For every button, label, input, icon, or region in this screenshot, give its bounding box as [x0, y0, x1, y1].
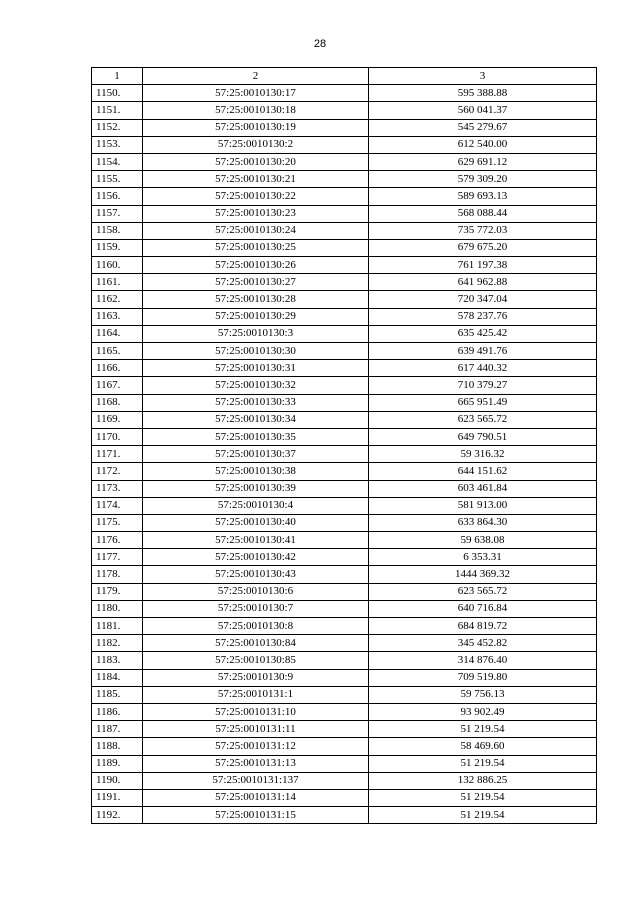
row-number: 1160. — [92, 257, 143, 274]
cadastral-value: 132 886.25 — [369, 772, 597, 789]
cadastral-value: 709 519.80 — [369, 669, 597, 686]
row-number: 1163. — [92, 308, 143, 325]
cadastral-value: 314 876.40 — [369, 652, 597, 669]
cadastral-number: 57:25:0010130:25 — [143, 239, 369, 256]
row-number: 1168. — [92, 394, 143, 411]
table-row — [92, 669, 597, 686]
cadastral-value: 59 316.32 — [369, 446, 597, 463]
table-row — [92, 153, 597, 170]
row-number: 1157. — [92, 205, 143, 222]
cadastral-value: 345 452.82 — [369, 635, 597, 652]
cadastral-value: 639 491.76 — [369, 343, 597, 360]
cadastral-number: 57:25:0010131:13 — [143, 755, 369, 772]
row-number: 1190. — [92, 772, 143, 789]
cadastral-number: 57:25:0010130:41 — [143, 532, 369, 549]
cadastral-number: 57:25:0010130:3 — [143, 325, 369, 342]
cadastral-value: 58 469.60 — [369, 738, 597, 755]
row-number: 1166. — [92, 360, 143, 377]
row-number: 1188. — [92, 738, 143, 755]
row-number: 1189. — [92, 755, 143, 772]
row-number: 1161. — [92, 274, 143, 291]
cadastral-number: 57:25:0010131:10 — [143, 703, 369, 720]
cadastral-number: 57:25:0010130:43 — [143, 566, 369, 583]
cadastral-number: 57:25:0010131:137 — [143, 772, 369, 789]
row-number: 1169. — [92, 411, 143, 428]
cadastral-value: 635 425.42 — [369, 325, 597, 342]
row-number: 1185. — [92, 686, 143, 703]
table-row — [92, 583, 597, 600]
cadastral-number: 57:25:0010130:8 — [143, 618, 369, 635]
cadastral-value: 578 237.76 — [369, 308, 597, 325]
table-row — [92, 532, 597, 549]
cadastral-table — [91, 67, 597, 824]
table-row — [92, 85, 597, 102]
row-number: 1164. — [92, 325, 143, 342]
table-row — [92, 360, 597, 377]
cadastral-value: 545 279.67 — [369, 119, 597, 136]
row-number: 1167. — [92, 377, 143, 394]
table-row — [92, 291, 597, 308]
table-row — [92, 205, 597, 222]
cadastral-value: 629 691.12 — [369, 153, 597, 170]
cadastral-value: 617 440.32 — [369, 360, 597, 377]
row-number: 1179. — [92, 583, 143, 600]
table-row — [92, 618, 597, 635]
table-row — [92, 343, 597, 360]
row-number: 1173. — [92, 480, 143, 497]
cadastral-number: 57:25:0010130:39 — [143, 480, 369, 497]
table-row — [92, 686, 597, 703]
cadastral-number: 57:25:0010130:37 — [143, 446, 369, 463]
table-row — [92, 119, 597, 136]
table-row — [92, 222, 597, 239]
row-number: 1153. — [92, 136, 143, 153]
row-number: 1186. — [92, 703, 143, 720]
table-row — [92, 136, 597, 153]
cadastral-value: 589 693.13 — [369, 188, 597, 205]
cadastral-number: 57:25:0010130:20 — [143, 153, 369, 170]
cadastral-number: 57:25:0010130:17 — [143, 85, 369, 102]
table-row — [92, 325, 597, 342]
row-number: 1165. — [92, 343, 143, 360]
row-number: 1176. — [92, 532, 143, 549]
cadastral-value: 644 151.62 — [369, 463, 597, 480]
table-row — [92, 171, 597, 188]
cadastral-number: 57:25:0010130:30 — [143, 343, 369, 360]
row-number: 1182. — [92, 635, 143, 652]
table-row — [92, 411, 597, 428]
row-number: 1192. — [92, 807, 143, 824]
cadastral-number: 57:25:0010131:1 — [143, 686, 369, 703]
table-body — [92, 85, 597, 824]
row-number: 1191. — [92, 789, 143, 806]
cadastral-number: 57:25:0010130:9 — [143, 669, 369, 686]
table-row — [92, 428, 597, 445]
cadastral-value: 93 902.49 — [369, 703, 597, 720]
cadastral-value: 579 309.20 — [369, 171, 597, 188]
cadastral-number: 57:25:0010130:34 — [143, 411, 369, 428]
table-row — [92, 549, 597, 566]
cadastral-value: 633 864.30 — [369, 514, 597, 531]
cadastral-value: 720 347.04 — [369, 291, 597, 308]
cadastral-number: 57:25:0010130:24 — [143, 222, 369, 239]
row-number: 1183. — [92, 652, 143, 669]
table-row — [92, 394, 597, 411]
row-number: 1159. — [92, 239, 143, 256]
cadastral-value: 603 461.84 — [369, 480, 597, 497]
cadastral-value: 51 219.54 — [369, 755, 597, 772]
cadastral-value: 679 675.20 — [369, 239, 597, 256]
cadastral-value: 665 951.49 — [369, 394, 597, 411]
cadastral-value: 51 219.54 — [369, 789, 597, 806]
cadastral-number: 57:25:0010130:33 — [143, 394, 369, 411]
table-row — [92, 566, 597, 583]
cadastral-value: 51 219.54 — [369, 807, 597, 824]
cadastral-number: 57:25:0010130:28 — [143, 291, 369, 308]
cadastral-value: 6 353.31 — [369, 549, 597, 566]
cadastral-number: 57:25:0010130:38 — [143, 463, 369, 480]
table-row — [92, 721, 597, 738]
table-row — [92, 274, 597, 291]
table-row — [92, 188, 597, 205]
row-number: 1178. — [92, 566, 143, 583]
row-number: 1155. — [92, 171, 143, 188]
table-row — [92, 807, 597, 824]
table-row — [92, 755, 597, 772]
row-number: 1184. — [92, 669, 143, 686]
cadastral-number: 57:25:0010130:40 — [143, 514, 369, 531]
table-row — [92, 102, 597, 119]
cadastral-number: 57:25:0010130:85 — [143, 652, 369, 669]
row-number: 1162. — [92, 291, 143, 308]
table-row — [92, 480, 597, 497]
table-row — [92, 239, 597, 256]
row-number: 1174. — [92, 497, 143, 514]
table-row — [92, 463, 597, 480]
table-row — [92, 789, 597, 806]
page-number: 28 — [313, 38, 327, 50]
cadastral-value: 649 790.51 — [369, 428, 597, 445]
cadastral-value: 59 638.08 — [369, 532, 597, 549]
row-number: 1171. — [92, 446, 143, 463]
row-number: 1170. — [92, 428, 143, 445]
cadastral-number: 57:25:0010131:12 — [143, 738, 369, 755]
cadastral-number: 57:25:0010131:14 — [143, 789, 369, 806]
cadastral-number: 57:25:0010130:29 — [143, 308, 369, 325]
cadastral-number: 57:25:0010130:2 — [143, 136, 369, 153]
table-row — [92, 377, 597, 394]
cadastral-value: 735 772.03 — [369, 222, 597, 239]
row-number: 1177. — [92, 549, 143, 566]
table-header-row — [92, 68, 597, 85]
table-row — [92, 257, 597, 274]
table-row — [92, 635, 597, 652]
table-row — [92, 446, 597, 463]
cadastral-value: 1444 369.32 — [369, 566, 597, 583]
cadastral-value: 581 913.00 — [369, 497, 597, 514]
cadastral-value: 641 962.88 — [369, 274, 597, 291]
table-row — [92, 652, 597, 669]
table-row — [92, 308, 597, 325]
cadastral-value: 612 540.00 — [369, 136, 597, 153]
row-number: 1181. — [92, 618, 143, 635]
cadastral-number: 57:25:0010130:35 — [143, 428, 369, 445]
cadastral-value: 761 197.38 — [369, 257, 597, 274]
cadastral-number: 57:25:0010130:18 — [143, 102, 369, 119]
cadastral-value: 568 088.44 — [369, 205, 597, 222]
table-row — [92, 600, 597, 617]
cadastral-number: 57:25:0010130:84 — [143, 635, 369, 652]
cadastral-number: 57:25:0010130:31 — [143, 360, 369, 377]
row-number: 1180. — [92, 600, 143, 617]
column-header-1: 1 — [92, 68, 143, 85]
table-row — [92, 772, 597, 789]
row-number: 1175. — [92, 514, 143, 531]
row-number: 1151. — [92, 102, 143, 119]
cadastral-value: 560 041.37 — [369, 102, 597, 119]
cadastral-value: 51 219.54 — [369, 721, 597, 738]
table-row — [92, 514, 597, 531]
cadastral-number: 57:25:0010130:42 — [143, 549, 369, 566]
table-row — [92, 497, 597, 514]
cadastral-number: 57:25:0010130:6 — [143, 583, 369, 600]
column-header-2: 2 — [143, 68, 369, 85]
row-number: 1154. — [92, 153, 143, 170]
cadastral-value: 59 756.13 — [369, 686, 597, 703]
cadastral-number: 57:25:0010131:11 — [143, 721, 369, 738]
column-header-3: 3 — [369, 68, 597, 85]
row-number: 1150. — [92, 85, 143, 102]
cadastral-number: 57:25:0010130:19 — [143, 119, 369, 136]
cadastral-number: 57:25:0010130:4 — [143, 497, 369, 514]
cadastral-number: 57:25:0010130:32 — [143, 377, 369, 394]
cadastral-number: 57:25:0010130:7 — [143, 600, 369, 617]
cadastral-number: 57:25:0010130:22 — [143, 188, 369, 205]
cadastral-number: 57:25:0010130:26 — [143, 257, 369, 274]
cadastral-value: 640 716.84 — [369, 600, 597, 617]
cadastral-value: 684 819.72 — [369, 618, 597, 635]
cadastral-number: 57:25:0010130:23 — [143, 205, 369, 222]
cadastral-number: 57:25:0010130:27 — [143, 274, 369, 291]
cadastral-number: 57:25:0010131:15 — [143, 807, 369, 824]
table-row — [92, 738, 597, 755]
table-row — [92, 703, 597, 720]
row-number: 1156. — [92, 188, 143, 205]
cadastral-value: 595 388.88 — [369, 85, 597, 102]
row-number: 1172. — [92, 463, 143, 480]
row-number: 1152. — [92, 119, 143, 136]
row-number: 1187. — [92, 721, 143, 738]
cadastral-value: 623 565.72 — [369, 583, 597, 600]
cadastral-value: 623 565.72 — [369, 411, 597, 428]
cadastral-number: 57:25:0010130:21 — [143, 171, 369, 188]
cadastral-value: 710 379.27 — [369, 377, 597, 394]
row-number: 1158. — [92, 222, 143, 239]
